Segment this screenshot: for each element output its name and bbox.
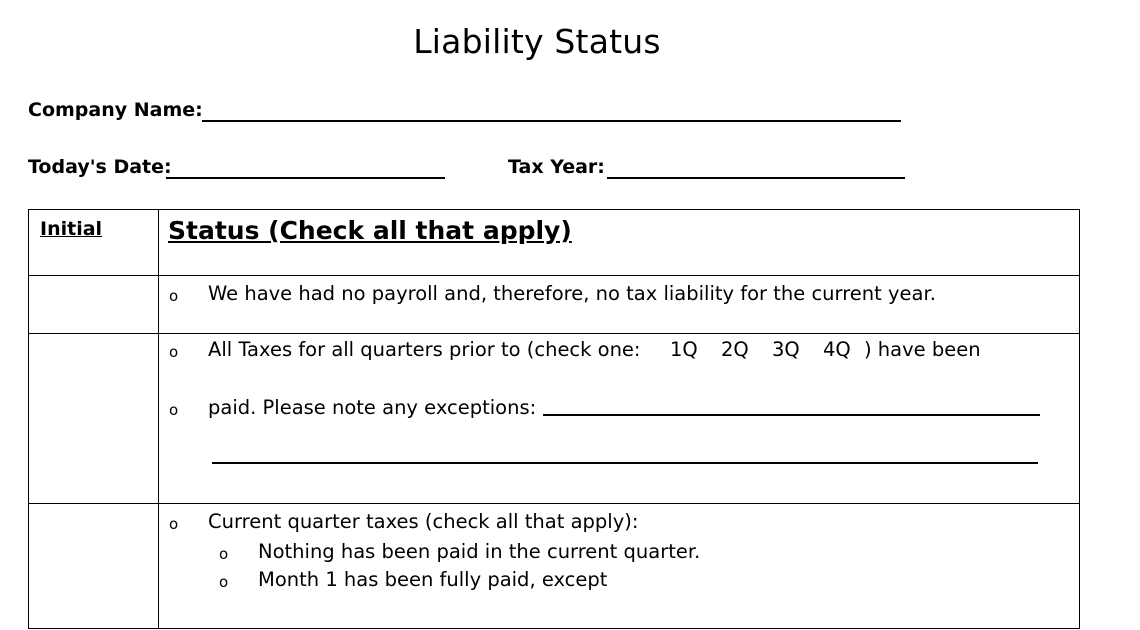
checkbox-circle-icon[interactable]: o <box>169 287 179 305</box>
quarter-option[interactable]: 3Q <box>772 338 800 361</box>
initial-cell[interactable] <box>29 334 158 503</box>
page-title: Liability Status <box>413 22 661 61</box>
initial-cell[interactable] <box>29 276 158 333</box>
checkbox-circle-icon[interactable]: o <box>219 573 229 591</box>
column-divider <box>158 210 159 628</box>
initial-cell[interactable] <box>29 504 158 630</box>
quarter-option[interactable]: 2Q <box>721 338 749 361</box>
todays-date-label: Today's Date: <box>28 156 172 178</box>
exceptions-label: paid. Please note any exceptions: <box>208 396 537 419</box>
company-name-field[interactable] <box>202 120 901 122</box>
exceptions-field[interactable] <box>543 414 1040 416</box>
quarter-option[interactable]: 4Q <box>823 338 851 361</box>
checkbox-circle-icon[interactable]: o <box>169 401 179 419</box>
exceptions-field-continued[interactable] <box>212 462 1038 464</box>
company-name-label: Company Name: <box>28 99 203 121</box>
initial-column-header: Initial <box>40 218 103 240</box>
have-been-text: ) have been <box>864 338 981 361</box>
liability-status-table <box>28 209 1080 629</box>
current-quarter-text: Current quarter taxes (check all that apply): <box>208 510 639 533</box>
checkbox-circle-icon[interactable]: o <box>169 515 179 533</box>
row-divider <box>29 275 1079 276</box>
no-payroll-text: We have had no payroll and, therefore, no tax liability for the current year. <box>208 282 936 305</box>
nothing-paid-text: Nothing has been paid in the current quarter. <box>258 540 701 563</box>
tax-year-label: Tax Year: <box>508 156 605 178</box>
todays-date-field[interactable] <box>166 177 445 179</box>
month1-paid-text: Month 1 has been fully paid, except <box>258 568 608 591</box>
checkbox-circle-icon[interactable]: o <box>169 343 179 361</box>
tax-year-field[interactable] <box>607 177 905 179</box>
checkbox-circle-icon[interactable]: o <box>219 545 229 563</box>
row-divider <box>29 333 1079 334</box>
prior-quarters-text: All Taxes for all quarters prior to (check one: <box>208 338 641 361</box>
row-divider <box>29 503 1079 504</box>
quarter-option[interactable]: 1Q <box>670 338 698 361</box>
status-column-header: Status (Check all that apply) <box>168 216 572 245</box>
